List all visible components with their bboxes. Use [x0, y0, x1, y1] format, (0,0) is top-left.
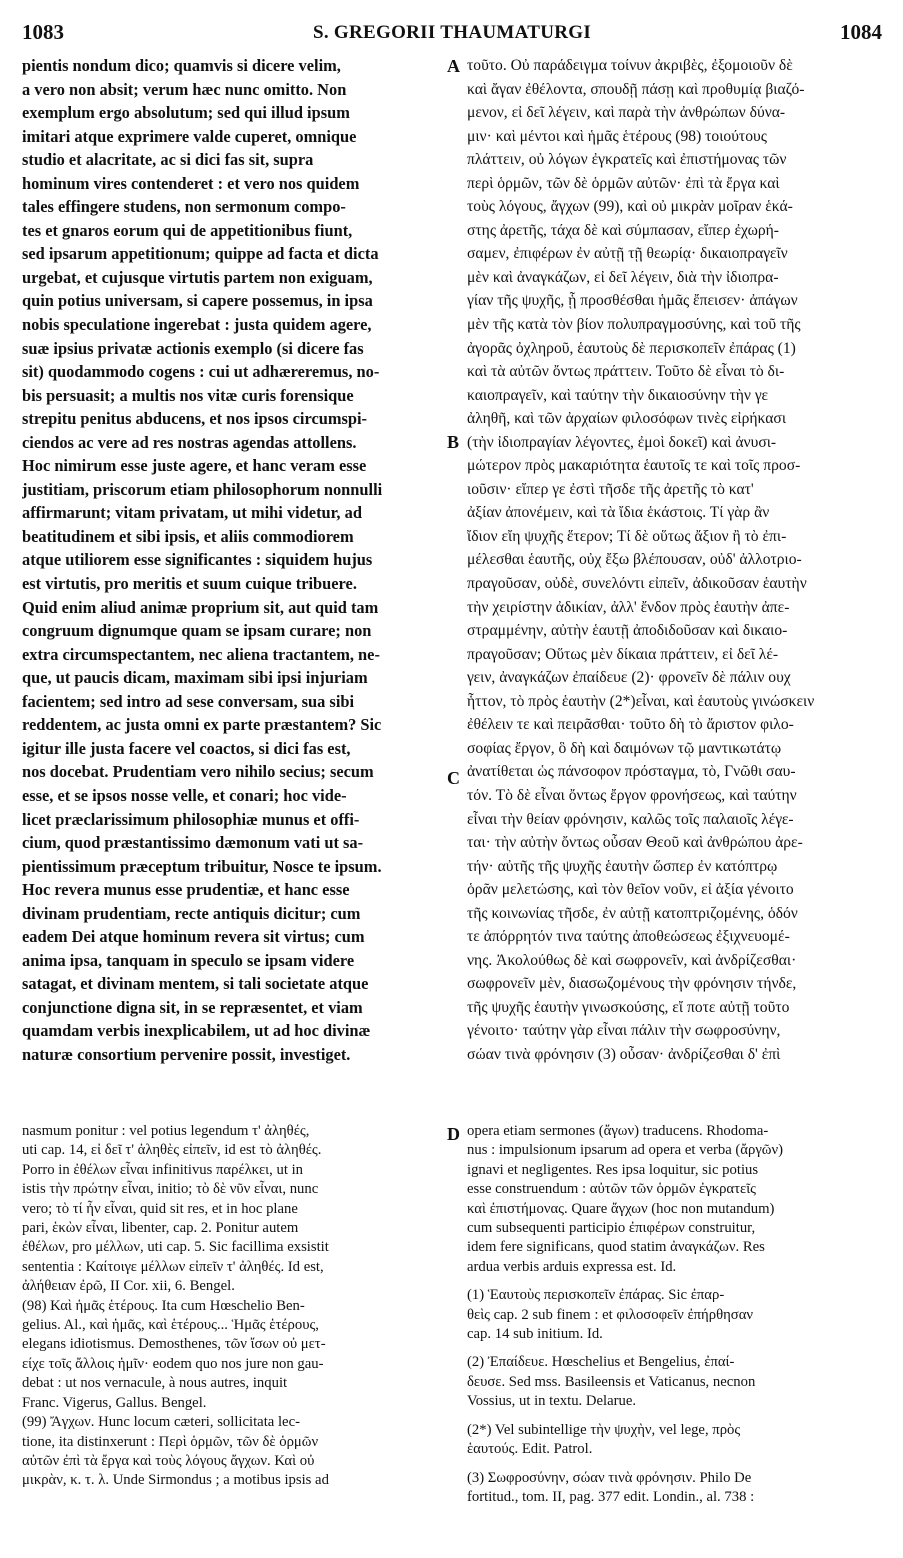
footnote-line: ignavi et negligentes. Res ipsa loquitur, sic potius	[467, 1161, 759, 1178]
footnote-line: vero; τὸ τί ἦν εἶναι, quid sit res, et in hoc plane	[22, 1200, 298, 1217]
greek-text-line: τῆς ψυχῆς ἑαυτὴν γινωσκούσης, εἴ ποτε αὐτῇ τοῦτο	[467, 998, 790, 1016]
greek-text-line: μιν· καὶ μέντοι καὶ ἡμᾶς ἑτέρους (98) τοιούτους	[467, 127, 767, 145]
latin-text-line: Hoc revera munus esse prudentiæ, et hanc esse	[22, 880, 350, 900]
latin-text-line: affirmarunt; vitam privatam, ut mihi videtur, ad	[22, 503, 362, 523]
greek-text-line: ἧττον, τὸ πρὸς ἑαυτὴν (2*)εἶναι, καὶ ἑαυτοὺς γινώσκειν	[467, 692, 815, 710]
footnote-line: elegans idiotismus. Demosthenes, τῶν ἴσων οὐ μετ-	[22, 1336, 326, 1353]
greek-text-line: μέλεσθαι ἑαυτῆς, οὐχ ἔξω βλέπουσαν, οὐδ' ἀλλοτριο-	[467, 551, 802, 569]
latin-text-line: a vero non absit; verum hæc nunc omitto. Non	[22, 79, 347, 99]
greek-text-line: ἀξίαν ἀπονέμειν, καὶ τὰ ἴδια ἑκάστοις. Τί γὰρ ἂν	[467, 504, 770, 522]
greek-text-line: σαμεν, ἐπιφέρων ἐν αὐτῇ τῇ θεωρίᾳ· δικαιοπραγεῖν	[467, 245, 788, 263]
footnote-line: ἀλήθειαν ἐρῶ, II Cor. xii, 6. Bengel.	[22, 1278, 235, 1295]
greek-text-line: ἀγορᾶς ὀχληροῦ, ἑαυτοὺς δὲ περισκοπεῖν ἐπάρας (1)	[467, 339, 796, 357]
latin-text-line: eadem Dei atque hominum revera sit virtus; cum	[22, 927, 365, 947]
page-header	[22, 20, 882, 50]
latin-text-line: quamdam verbis inexplicabilem, ut ad hoc divinæ	[22, 1021, 371, 1041]
greek-text-line: νης. Ἀκολούθως δὲ καὶ σωφρονεῖν, καὶ ἀνδρίζεσθαι·	[467, 951, 797, 969]
greek-text-line: τοῦτο. Οὐ παράδειγμα τοίνυν ἀκριβὲς, ἐξομοιοῦν δὲ	[467, 57, 793, 74]
footnote-line: istis τὴν πρώτην εἶναι, initio; τὸ δὲ νῦν εἶναι, nunc	[22, 1181, 319, 1198]
greek-text-line: ται· τὴν αὐτὴν ὄντως οὖσαν Θεοῦ καὶ ἀνθρώπου ἀρε-	[467, 834, 803, 852]
section-marker-d: D	[447, 1124, 460, 1144]
footnote-line: nasmum ponitur : vel potius legendum τ' ἀληθές,	[22, 1123, 310, 1139]
latin-text-line: pientis nondum dico; quamvis si dicere velim,	[22, 56, 341, 75]
footnote-line: sententia : Καίτοιγε μέλλων εἰπεῖν τ' ἀληθές. Id est,	[22, 1258, 324, 1275]
greek-text-line: ὁρᾶν μελετώσης, καὶ τὸν θεῖον νοῦν, εἰ ἀξία γένοιτο	[467, 881, 794, 899]
greek-text-line: μὲν καὶ ἀναγκάζων, εἰ δεῖ λέγειν, διὰ τὴν ἰδιοπρα-	[467, 268, 779, 286]
latin-text-line: justitiam, priscorum etiam philosophorum nonnulli	[22, 479, 383, 499]
latin-text-line: congruum dignumque quam se ipsam curare; non	[22, 621, 372, 641]
greek-text-line: καιοπραγεῖν, καὶ ταύτην τὴν δικαιοσύνην τὴν γε	[467, 386, 769, 404]
footnote-line: μικρὰν, κ. τ. λ. Unde Sirmondus ; a motibus ipsis ad	[22, 1472, 329, 1489]
latin-text-line: esse, et se ipsos nosse velle, et conari; hoc vide-	[22, 785, 347, 805]
greek-text-line: πραγοῦσαν; Οὕτως μὲν δίκαια πράττειν, εἰ δεῖ λέ-	[467, 645, 779, 663]
latin-text-line: divinam prudentiam, recte antiquis dicitur; cum	[22, 903, 361, 923]
greek-text-line: τήν· αὐτῆς τῆς ψυχῆς ἑαυτὴν ὥσπερ ἐν κατόπτρῳ	[467, 857, 778, 875]
greek-text-line: στραμμένην, αὐτὴν ἑαυτῇ ἀποδιδοῦσαν καὶ δικαιο-	[467, 622, 788, 640]
footnote-line: idem fere significans, quod statim ἀναγκάζων. Res	[467, 1239, 765, 1256]
greek-text-line: καὶ τὰ αὐτῶν ὄντως πράττειν. Τοῦτο δὲ εἶναι τὸ δι-	[467, 363, 785, 381]
footnote-line: καὶ ἐπιστήμονας. Quare ἄγχων (hoc non mutandum)	[467, 1200, 775, 1217]
page-number-right: 1084	[840, 20, 882, 44]
footnote-line: nus : impulsionum ipsarum ad opera et verba (ἄργῶν)	[467, 1142, 784, 1159]
section-marker-a: A	[447, 56, 460, 76]
latin-text-line: bis persuasit; a multis nos vitæ curis forensique	[22, 385, 354, 405]
greek-text-line: (τὴν ἰδιοπραγίαν λέγοντες, ἐμοὶ δοκεῖ) καὶ ἀνυσι-	[467, 433, 777, 451]
footnote-line: pari, ἑκὼν εἶναι, libenter, cap. 2. Ponitur autem	[22, 1220, 299, 1237]
greek-text-line: σοφίας ἔργον, ὃ δὴ καὶ δαιμόνων τῷ μαντικωτάτῳ	[467, 739, 782, 757]
greek-text-line: τῆς κοινωνίας τῆσδε, ἐν αὐτῇ κατοπτριζομένης, ὁδόν	[467, 904, 798, 922]
latin-text-line: atque utiliorem esse significantes : siquidem hujus	[22, 550, 373, 570]
footnote-line: Vossius, ut in textu. Delarue.	[467, 1393, 637, 1410]
latin-text-line: anima ipsa, tanquam in speculo se ipsam videre	[22, 950, 355, 970]
greek-text-line: γειν, ἀναγκάζων ἐπαίδευε (2)· φρονεῖν δὲ πάλιν ουχ	[467, 669, 791, 687]
greek-text-line: μὲν τῆς κατὰ τὸν βίον πολυπραγμοσύνης, καὶ τοῦ τῆς	[467, 316, 801, 334]
note-spacer	[467, 1460, 887, 1469]
latin-text-line: Quid enim aliud animæ proprium sit, aut quid tam	[22, 597, 379, 617]
latin-text-line: naturæ consortium pervenire possit, investiget.	[22, 1044, 351, 1064]
footnote-line: (3) Σωφροσύνην, σώαν τινὰ φρόνησιν. Philo De	[467, 1469, 752, 1486]
greek-text-line: τε ἀπόρρητόν τινα ταύτης ἀποθεώσεως ἐξιχνευομέ-	[467, 928, 790, 946]
note-spacer	[467, 1344, 887, 1353]
latin-text-line: nobis speculatione ingerebat : justa quidem agere,	[22, 315, 372, 335]
greek-text-line: τόν. Τὸ δὲ εἶναι ὄντως ἔργον φρονήσεως, καὶ ταύτην	[467, 786, 797, 804]
footnotes-left-column	[22, 1122, 444, 1491]
footnote-line: δευσε. Sed mss. Basileensis et Vaticanus, necnon	[467, 1373, 756, 1390]
footnote-line: esse construendum : αὐτῶν τῶν ὁρμῶν ἐγκρατεῖς	[467, 1181, 756, 1198]
footnote-line: ἐθέλων, pro μέλλων, uti cap. 5. Sic facillima exsistit	[22, 1239, 329, 1256]
latin-text-line: ciendos ac vere ad res nostras agendas attollens.	[22, 432, 357, 452]
footnote-line: debat : ut nos vernacule, à nous autres, inquit	[22, 1375, 288, 1392]
greek-text-line: στης ἀρετῆς, τάχα δὲ καὶ σύμπασαν, εἴπερ ἐχωρή-	[467, 221, 779, 239]
footnote-line: uti cap. 14, εἰ δεῖ τ' ἀληθὲς εἰπεῖν, id est τὸ ἀληθές.	[22, 1142, 322, 1159]
latin-text-line: nos docebat. Prudentiam vero nihilo secius; secum	[22, 762, 374, 782]
footnotes-right-column	[467, 1122, 887, 1507]
footnote-line: (2) Ἐπαίδευε. Hœschelius et Bengelius, ἐπαί-	[467, 1354, 735, 1371]
latin-text-line: conjunctione digna sit, in se repræsentet, et viam	[22, 997, 363, 1017]
latin-text-line: que, ut paucis dicam, maximam sibi ipsi injuriam	[22, 668, 368, 688]
greek-text-line: ἀληθῆ, καὶ τῶν ἀρχαίων φιλοσόφων τινὲς εἰρήκασι	[467, 410, 787, 428]
greek-text-line: πραγοῦσαν, οὐδὲ, συνελόντι εἰπεῖν, ἀδικοῦσαν ἑαυτὴν	[467, 575, 807, 593]
footnote-line: ardua verbis arduis expressa est. Id.	[467, 1258, 677, 1275]
latin-text-line: studio et alacritate, ac si dici fas sit, supra	[22, 150, 314, 170]
footnote-line: fortitud., tom. II, pag. 377 edit. Londin., al. 738 :	[467, 1488, 755, 1505]
latin-text-line: tes et gnaros eorum qui de appetitionibus fiunt,	[22, 220, 353, 240]
latin-text-line: hominum vires contenderet : et vero nos quidem	[22, 173, 360, 193]
running-title: S. GREGORII THAUMATURGI	[312, 22, 592, 43]
latin-text-line: Hoc nimirum esse juste agere, et hanc veram esse	[22, 456, 367, 476]
greek-text-line: ιοῦσιν· εἴπερ γε ἐστὶ τῆσδε τῆς ἀρετῆς τὸ κατ'	[467, 480, 754, 498]
footnote-line: Porro in ἐθέλων εἶναι infinitivus παρέλκει, ut in	[22, 1161, 303, 1178]
latin-text-line: strepitu penitus abducens, et nos ipsos circumspi-	[22, 409, 368, 429]
latin-text-line: reddentem, ac justa omni ex parte præstantem? Sic	[22, 715, 382, 735]
latin-text-line: urgebat, et cujusque virtutis partem non exiguam,	[22, 267, 373, 287]
greek-text-line: πλάττειν, οὐ λόγων ἐγκρατεῖς καὶ ἐπιστήμονας τῶν	[467, 151, 787, 169]
greek-text-line: περὶ ὁρμῶν, τῶν δὲ ὁρμῶν αὐτῶν· ἐπὶ τὰ ἔργα καὶ	[467, 174, 780, 192]
note-spacer	[467, 1412, 887, 1421]
latin-text-line: quin potius universam, si capere possemus, in ipsa	[22, 291, 373, 311]
latin-text-line: cium, quod præstantissimo dæmonum vati ut sa-	[22, 833, 364, 853]
page-number-left: 1083	[22, 20, 64, 44]
footnote-line: (2*) Vel subintellige τὴν ψυχὴν, vel lege, πρὸς	[467, 1421, 741, 1438]
footnote-line: ἑαυτούς. Edit. Patrol.	[467, 1441, 593, 1458]
greek-text-line: ἀνατίθεται ὡς πάνσοφον πρόσταγμα, τὸ, Γνῶθι σαυ-	[467, 763, 796, 781]
greek-text-line: ἐθέλειν τε καὶ πειρᾶσθαι· τοῦτο δὴ τὸ ἄριστον φιλο-	[467, 716, 794, 734]
greek-text-column	[467, 54, 887, 1067]
section-marker-b: B	[447, 432, 460, 452]
latin-text-line: est virtutis, pro meritis et suum cuique tribuere.	[22, 574, 357, 594]
latin-text-line: licet præclarissimum philosophiæ munus et offi-	[22, 809, 360, 829]
footnote-line: cum subsequenti participio ἐπιφέρων construitur,	[467, 1220, 756, 1237]
footnote-line: αὐτῶν ἐπὶ τὰ ἔργα καὶ τοὺς λόγους ἄγχων. Καὶ οὐ	[22, 1452, 315, 1469]
footnote-line: (98) Καὶ ἡμᾶς ἑτέρους. Ita cum Hœschelio Ben-	[22, 1297, 305, 1314]
greek-text-line: ἴδιον εἴη ψυχῆς ἕτερον; Τί δὲ οὕτως ἄξιον ἢ τὸ ἐπι-	[467, 527, 787, 545]
footnote-line: (1) Ἑαυτοὺς περισκοπεῖν ἐπάρας. Sic ἐπαρ-	[467, 1287, 725, 1304]
greek-text-line: γένοιτο· ταύτην γὰρ εἶναι πάλιν τὴν σωφροσύνην,	[467, 1022, 781, 1040]
greek-text-line: σώαν τινὰ φρόνησιν (3) οὖσαν· ἀνδρίζεσθαι δ' ἐπὶ	[467, 1045, 781, 1063]
greek-text-line: τὴν χειρίστην ἀδικίαν, ἀλλ' ἔνδον πρὸς ἑαυτὴν ἀπε-	[467, 598, 790, 616]
latin-text-line: suæ ipsius privatæ actionis exemplo (si dicere fas	[22, 338, 364, 358]
latin-text-line: exemplum ergo absolutum; sed qui illud ipsum	[22, 103, 350, 123]
footnote-line: gelius. Al., καὶ ἡμᾶς, καὶ ἑτέρους... Ἡμᾶς ἑτέρους,	[22, 1317, 319, 1334]
footnote-line: Franc. Vigerus, Gallus. Bengel.	[22, 1394, 207, 1411]
greek-text-line: τοὺς λόγους, ἄγχων (99), καὶ οὐ μικρὰν μοῖραν ἑκά-	[467, 198, 793, 216]
latin-text-column	[22, 54, 442, 1067]
latin-text-line: sed ipsarum appetitionum; quippe ad facta et dicta	[22, 244, 379, 264]
latin-text-line: imitari atque exprimere valde cuperet, omnique	[22, 126, 357, 146]
footnote-line: θεὶς cap. 2 sub finem : et φιλοσοφεῖν ἐπήρθησαν	[467, 1306, 754, 1323]
latin-text-line: facientem; sed intro ad sese conversam, sua sibi	[22, 691, 355, 711]
latin-text-line: beatitudinem et sibi ipsis, et aliis commodiorem	[22, 526, 354, 546]
latin-text-line: igitur ille justa facere vel coactos, si dici fas est,	[22, 738, 351, 758]
note-spacer	[467, 1277, 887, 1286]
greek-text-line: γίαν τῆς ψυχῆς, ᾗ προσθέσθαι ἡμᾶς ἔπεισεν· ἀπάγων	[467, 292, 798, 310]
greek-text-line: καὶ ἄγαν ἐθέλοντα, σπουδῇ πάσῃ καὶ προθυμίᾳ βιαζό-	[467, 80, 805, 98]
greek-text-line: σωφρονεῖν μὲν, διασωζομένους τὴν φρόνησιν τήνδε,	[467, 975, 797, 993]
latin-text-line: satagat, et divinam mentem, si tali societate atque	[22, 974, 369, 994]
footnote-line: είχε τοῖς ἄλλοις ἡμῖν· eodem quo nos jure non gau-	[22, 1355, 324, 1372]
footnote-line: tione, ita distinxerunt : Περὶ ὁρμῶν, τῶν δὲ ὁρμῶν	[22, 1433, 319, 1450]
footnote-line: cap. 14 sub initium. Id.	[467, 1326, 603, 1343]
footnote-line: opera etiam sermones (ἄγων) traducens. Rhodoma-	[467, 1123, 769, 1139]
latin-text-line: extra circumspectantem, nec aliena tractantem, ne-	[22, 644, 380, 664]
section-marker-c: C	[447, 768, 460, 788]
greek-text-line: μενον, εἰ δεῖ λέγειν, καὶ παρὰ τὴν ἀνθρώπων δύνα-	[467, 104, 786, 122]
latin-text-line: sit) quodammodo cogens : cui ut adhæreremus, no-	[22, 362, 380, 382]
footnote-line: (99) Ἄγχων. Hunc locum cæteri, sollicitata lec-	[22, 1414, 300, 1431]
greek-text-line: εἶναι τὴν θείαν φρόνησιν, καλῶς τοῖς παλαιοῖς λέγε-	[467, 810, 794, 828]
latin-text-line: pientissimum præceptum tribuitur, Nosce te ipsum.	[22, 856, 382, 876]
latin-text-line: tales effingere studens, non sermonum compo-	[22, 197, 346, 217]
greek-text-line: μώτερον πρὸς μακαριότητα ἑαυτοῖς τε καὶ τοῖς προσ-	[467, 457, 801, 475]
